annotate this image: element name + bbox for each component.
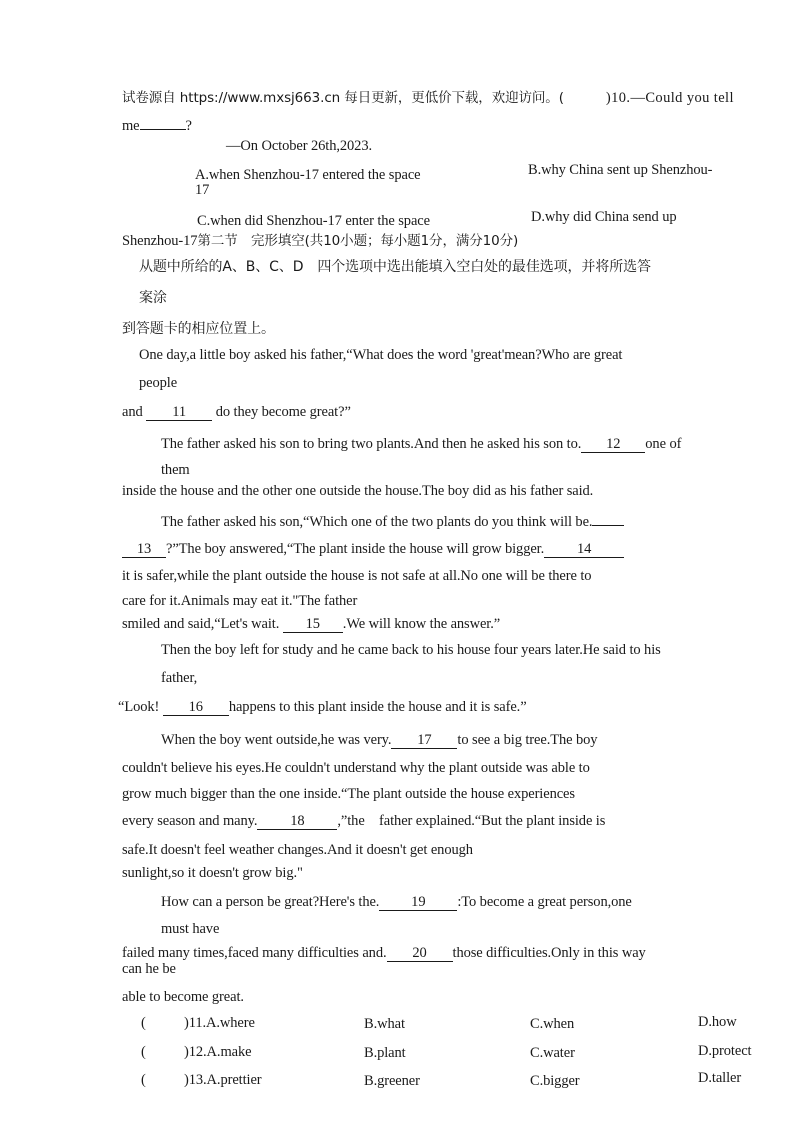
passage-p3-l4: care for it.Animals may eat it."The father <box>122 593 358 609</box>
passage-p3-l3: it is safer,while the plant outside the house is not safe at all.No one will be there to <box>122 568 592 584</box>
blank-19: 19 <box>379 895 457 911</box>
blank-11: 11 <box>146 405 212 421</box>
blank-13: 13 <box>122 542 166 558</box>
instructions-line-2: 案涂 <box>139 290 167 306</box>
q10-stem-cont: me ? <box>122 118 192 134</box>
passage-p6-l4: can he be <box>122 961 176 977</box>
option-12-b: B.plant <box>364 1045 406 1061</box>
option-12-paren: ( <box>141 1044 146 1060</box>
blank-12: 12 <box>581 437 645 453</box>
passage-p1-l1: One day,a little boy asked his father,“What does the word 'great'mean?Who are great <box>139 347 623 363</box>
header-line <box>122 89 734 107</box>
passage-p4-l3: “Look! 16 happens to this plant inside the house and it is safe.” <box>118 699 527 715</box>
option-13-b: B.greener <box>364 1073 420 1089</box>
passage-p5-l4: every season and many. 18 ,”the father explained.“But the plant inside is <box>122 813 606 829</box>
passage-p2-l3: inside the house and the other one outside the house.The boy did as his father said. <box>122 483 594 499</box>
option-13-paren: ( <box>141 1072 146 1088</box>
passage-p4-l2: father, <box>161 670 198 686</box>
passage-p3-l1: The father asked his son,“Which one of the two plants do you think will be. <box>161 513 624 531</box>
option-11-d: D.how <box>698 1014 737 1030</box>
q10-option-d: D.why did China send up <box>531 209 677 225</box>
passage-p3-l2: 13 ?”The boy answered,“The plant inside the house will grow bigger. 14 <box>122 540 624 558</box>
q10-option-b: B.why China sent up Shenzhou- <box>528 162 713 178</box>
section-title: 第二节 完形填空(共10小题；每小题1分，满分10分) <box>197 233 519 249</box>
instructions-line-3: 到答题卡的相应位置上。 <box>122 321 275 337</box>
option-12-d: D.protect <box>698 1043 752 1059</box>
source-note: 试卷源自 https://www.mxsj663.cn 每日更新，更低价下载，欢迎访问。( <box>122 90 564 106</box>
blank-13-lead <box>592 525 624 526</box>
option-11-paren: ( <box>141 1015 146 1031</box>
passage-p6-l1: How can a person be great?Here's the. 19 :To become a great person,one <box>161 894 632 910</box>
passage-p6-l2: must have <box>161 921 220 937</box>
option-11-b: B.what <box>364 1016 405 1032</box>
blank-20: 20 <box>387 946 453 962</box>
q10-option-d-cont-and-section: Shenzhou-17第二节 完形填空(共10小题；每小题1分，满分10分) <box>122 233 519 249</box>
option-11-a: )11.A.where <box>184 1015 255 1031</box>
passage-p3-l5: smiled and said,“Let's wait. 15 .We will know the answer.” <box>122 616 501 632</box>
passage-p1-l3: and 11 do they become great?” <box>122 404 351 420</box>
passage-p5-l6: sunlight,so it doesn't grow big." <box>122 865 303 881</box>
passage-p5-l1: When the boy went outside,he was very. 17 to see a big tree.The boy <box>161 732 598 748</box>
blank-18: 18 <box>257 814 337 830</box>
option-11-c: C.when <box>530 1016 575 1032</box>
blank-16: 16 <box>163 700 229 716</box>
instructions-line-1: 从题中所给的A、B、C、D 四个选项中选出能填入空白处的最佳选项，并将所选答 <box>139 259 651 275</box>
q10-option-a-cont: 17 <box>195 182 210 198</box>
option-13-a: )13.A.prettier <box>184 1072 262 1088</box>
passage-p6-l3: failed many times,faced many difficulties and. 20 those difficulties.Only in this way <box>122 945 646 961</box>
passage-p5-l2: couldn't believe his eyes.He couldn't understand why the plant outside was able to <box>122 760 590 776</box>
passage-p6-l5: able to become great. <box>122 989 244 1005</box>
option-13-c: C.bigger <box>530 1073 580 1089</box>
blank-17: 17 <box>391 733 457 749</box>
passage-p1-l2: people <box>139 375 178 391</box>
q10-blank <box>140 129 186 130</box>
passage-p5-l3: grow much bigger than the one inside.“The plant outside the house experiences <box>122 786 575 802</box>
passage-p5-l5: safe.It doesn't feel weather changes.And it doesn't get enough <box>122 842 473 858</box>
passage-p2-l2: them <box>161 462 190 478</box>
option-12-c: C.water <box>530 1045 575 1061</box>
blank-14: 14 <box>544 542 624 558</box>
passage-p2-l1: The father asked his son to bring two plants.And then he asked his son to. 12 one of <box>161 436 682 452</box>
passage-p4-l1: Then the boy left for study and he came back to his house four years later.He said to his <box>161 642 661 658</box>
option-13-d: D.taller <box>698 1070 742 1086</box>
q10-option-c: C.when did Shenzhou-17 enter the space <box>197 213 430 229</box>
q10-stem: )10.—Could you tell <box>605 90 734 106</box>
q10-option-a: A.when Shenzhou-17 entered the space <box>195 167 421 183</box>
option-12-a: )12.A.make <box>184 1044 252 1060</box>
blank-15: 15 <box>283 617 343 633</box>
q10-answer: —On October 26th,2023. <box>226 138 373 154</box>
